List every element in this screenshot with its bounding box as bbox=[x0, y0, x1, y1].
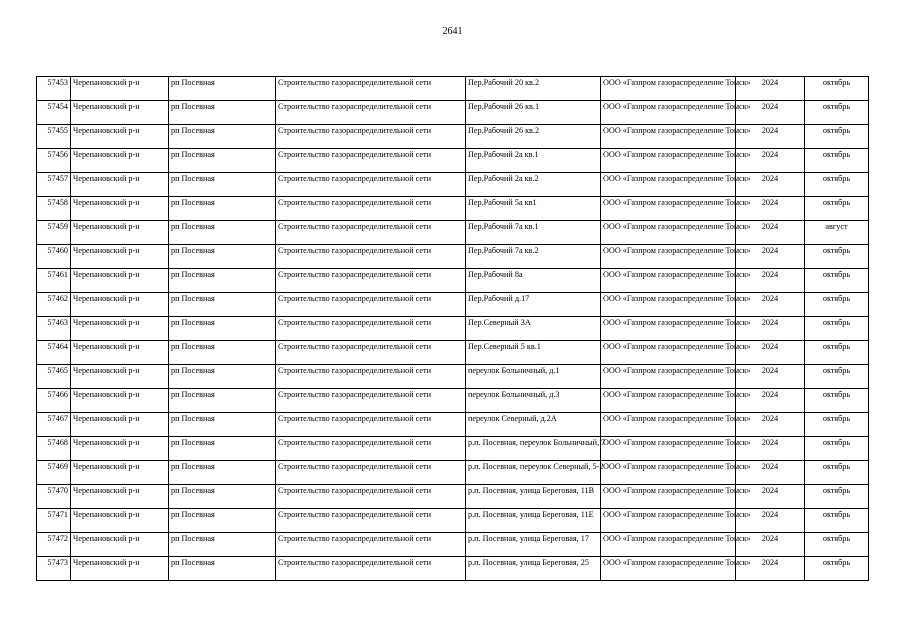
month-cell: октябрь bbox=[805, 461, 869, 485]
district-cell: Черепановский р-н bbox=[71, 389, 169, 413]
settlement-cell: рп Посевная bbox=[169, 77, 276, 101]
month-cell: октябрь bbox=[805, 269, 869, 293]
year-cell: 2024 bbox=[736, 293, 805, 317]
table-row bbox=[37, 317, 869, 341]
table-row bbox=[37, 341, 869, 365]
table-row bbox=[37, 485, 869, 509]
month-cell: октябрь bbox=[805, 101, 869, 125]
district-cell: Черепановский р-н bbox=[71, 317, 169, 341]
row-number-cell: 57457 bbox=[37, 173, 71, 197]
work-type-cell: Строительство газораспределительной сети bbox=[276, 389, 466, 413]
address-cell: переулок Больничный, д.1 bbox=[466, 365, 601, 389]
settlement-cell: рп Посевная bbox=[169, 293, 276, 317]
work-type-cell: Строительство газораспределительной сети bbox=[276, 293, 466, 317]
work-type-cell: Строительство газораспределительной сети bbox=[276, 269, 466, 293]
month-cell: октябрь bbox=[805, 149, 869, 173]
organization-cell: ООО «Газпром газораспределение Томск» bbox=[601, 437, 736, 461]
address-cell: р.п. Посевная, улица Береговая, 25 bbox=[466, 557, 601, 581]
address-cell: Пер.Рабочий 8а bbox=[466, 269, 601, 293]
settlement-cell: рп Посевная bbox=[169, 245, 276, 269]
table-row bbox=[37, 533, 869, 557]
organization-cell: ООО «Газпром газораспределение Томск» bbox=[601, 461, 736, 485]
year-cell: 2024 bbox=[736, 101, 805, 125]
gasification-table bbox=[36, 76, 869, 581]
district-cell: Черепановский р-н bbox=[71, 125, 169, 149]
organization-cell: ООО «Газпром газораспределение Томск» bbox=[601, 101, 736, 125]
table-row bbox=[37, 101, 869, 125]
table-row bbox=[37, 77, 869, 101]
year-cell: 2024 bbox=[736, 461, 805, 485]
organization-cell: ООО «Газпром газораспределение Томск» bbox=[601, 149, 736, 173]
organization-cell: ООО «Газпром газораспределение Томск» bbox=[601, 533, 736, 557]
district-cell: Черепановский р-н bbox=[71, 533, 169, 557]
year-cell: 2024 bbox=[736, 413, 805, 437]
settlement-cell: рп Посевная bbox=[169, 461, 276, 485]
month-cell: октябрь bbox=[805, 485, 869, 509]
work-type-cell: Строительство газораспределительной сети bbox=[276, 509, 466, 533]
month-cell: октябрь bbox=[805, 77, 869, 101]
settlement-cell: рп Посевная bbox=[169, 437, 276, 461]
table-row bbox=[37, 509, 869, 533]
address-cell: р.п. Посевная, улица Береговая, 11В bbox=[466, 485, 601, 509]
address-cell: Пер.Рабочий 5а кв1 bbox=[466, 197, 601, 221]
district-cell: Черепановский р-н bbox=[71, 101, 169, 125]
work-type-cell: Строительство газораспределительной сети bbox=[276, 437, 466, 461]
district-cell: Черепановский р-н bbox=[71, 245, 169, 269]
table-row bbox=[37, 293, 869, 317]
settlement-cell: рп Посевная bbox=[169, 365, 276, 389]
year-cell: 2024 bbox=[736, 269, 805, 293]
table-row bbox=[37, 389, 869, 413]
year-cell: 2024 bbox=[736, 197, 805, 221]
month-cell: октябрь bbox=[805, 293, 869, 317]
row-number-cell: 57468 bbox=[37, 437, 71, 461]
table-row bbox=[37, 413, 869, 437]
year-cell: 2024 bbox=[736, 341, 805, 365]
row-number-cell: 57460 bbox=[37, 245, 71, 269]
organization-cell: ООО «Газпром газораспределение Томск» bbox=[601, 389, 736, 413]
district-cell: Черепановский р-н bbox=[71, 221, 169, 245]
table-row bbox=[37, 365, 869, 389]
settlement-cell: рп Посевная bbox=[169, 557, 276, 581]
district-cell: Черепановский р-н bbox=[71, 365, 169, 389]
organization-cell: ООО «Газпром газораспределение Томск» bbox=[601, 245, 736, 269]
table-body bbox=[37, 77, 869, 581]
address-cell: Пер.Рабочий д.17 bbox=[466, 293, 601, 317]
month-cell: октябрь bbox=[805, 245, 869, 269]
year-cell: 2024 bbox=[736, 389, 805, 413]
work-type-cell: Строительство газораспределительной сети bbox=[276, 197, 466, 221]
settlement-cell: рп Посевная bbox=[169, 509, 276, 533]
work-type-cell: Строительство газораспределительной сети bbox=[276, 125, 466, 149]
settlement-cell: рп Посевная bbox=[169, 269, 276, 293]
settlement-cell: рп Посевная bbox=[169, 389, 276, 413]
year-cell: 2024 bbox=[736, 221, 805, 245]
row-number-cell: 57458 bbox=[37, 197, 71, 221]
address-cell: Пер.Рабочий 2а кв.2 bbox=[466, 173, 601, 197]
settlement-cell: рп Посевная bbox=[169, 485, 276, 509]
row-number-cell: 57473 bbox=[37, 557, 71, 581]
month-cell: август bbox=[805, 221, 869, 245]
settlement-cell: рп Посевная bbox=[169, 101, 276, 125]
row-number-cell: 57466 bbox=[37, 389, 71, 413]
organization-cell: ООО «Газпром газораспределение Томск» bbox=[601, 221, 736, 245]
table-row bbox=[37, 197, 869, 221]
work-type-cell: Строительство газораспределительной сети bbox=[276, 245, 466, 269]
row-number-cell: 57470 bbox=[37, 485, 71, 509]
row-number-cell: 57455 bbox=[37, 125, 71, 149]
district-cell: Черепановский р-н bbox=[71, 197, 169, 221]
work-type-cell: Строительство газораспределительной сети bbox=[276, 557, 466, 581]
address-cell: р.п. Посевная, улица Береговая, 11Е bbox=[466, 509, 601, 533]
district-cell: Черепановский р-н bbox=[71, 341, 169, 365]
row-number-cell: 57469 bbox=[37, 461, 71, 485]
district-cell: Черепановский р-н bbox=[71, 509, 169, 533]
row-number-cell: 57453 bbox=[37, 77, 71, 101]
settlement-cell: рп Посевная bbox=[169, 317, 276, 341]
year-cell: 2024 bbox=[736, 77, 805, 101]
row-number-cell: 57456 bbox=[37, 149, 71, 173]
year-cell: 2024 bbox=[736, 125, 805, 149]
row-number-cell: 57472 bbox=[37, 533, 71, 557]
organization-cell: ООО «Газпром газораспределение Томск» bbox=[601, 77, 736, 101]
settlement-cell: рп Посевная bbox=[169, 221, 276, 245]
month-cell: октябрь bbox=[805, 197, 869, 221]
organization-cell: ООО «Газпром газораспределение Томск» bbox=[601, 485, 736, 509]
organization-cell: ООО «Газпром газораспределение Томск» bbox=[601, 125, 736, 149]
work-type-cell: Строительство газораспределительной сети bbox=[276, 413, 466, 437]
work-type-cell: Строительство газораспределительной сети bbox=[276, 461, 466, 485]
address-cell: переулок Северный, д.2А bbox=[466, 413, 601, 437]
district-cell: Черепановский р-н bbox=[71, 557, 169, 581]
address-cell: Пер.Северный 3А bbox=[466, 317, 601, 341]
organization-cell: ООО «Газпром газораспределение Томск» bbox=[601, 173, 736, 197]
table-row bbox=[37, 437, 869, 461]
district-cell: Черепановский р-н bbox=[71, 461, 169, 485]
settlement-cell: рп Посевная bbox=[169, 149, 276, 173]
settlement-cell: рп Посевная bbox=[169, 125, 276, 149]
organization-cell: ООО «Газпром газораспределение Томск» bbox=[601, 413, 736, 437]
district-cell: Черепановский р-н bbox=[71, 413, 169, 437]
month-cell: октябрь bbox=[805, 557, 869, 581]
organization-cell: ООО «Газпром газораспределение Томск» bbox=[601, 557, 736, 581]
row-number-cell: 57454 bbox=[37, 101, 71, 125]
month-cell: октябрь bbox=[805, 173, 869, 197]
month-cell: октябрь bbox=[805, 533, 869, 557]
organization-cell: ООО «Газпром газораспределение Томск» bbox=[601, 293, 736, 317]
address-cell: р.п. Посевная, переулок Больничный, 7 bbox=[466, 437, 601, 461]
organization-cell: ООО «Газпром газораспределение Томск» bbox=[601, 269, 736, 293]
year-cell: 2024 bbox=[736, 509, 805, 533]
year-cell: 2024 bbox=[736, 365, 805, 389]
district-cell: Черепановский р-н bbox=[71, 485, 169, 509]
row-number-cell: 57462 bbox=[37, 293, 71, 317]
organization-cell: ООО «Газпром газораспределение Томск» bbox=[601, 365, 736, 389]
year-cell: 2024 bbox=[736, 437, 805, 461]
row-number-cell: 57459 bbox=[37, 221, 71, 245]
organization-cell: ООО «Газпром газораспределение Томск» bbox=[601, 197, 736, 221]
table-row bbox=[37, 557, 869, 581]
row-number-cell: 57467 bbox=[37, 413, 71, 437]
organization-cell: ООО «Газпром газораспределение Томск» bbox=[601, 509, 736, 533]
address-cell: Пер.Рабочий 26 кв.1 bbox=[466, 101, 601, 125]
year-cell: 2024 bbox=[736, 533, 805, 557]
address-cell: Пер.Рабочий 20 кв.2 bbox=[466, 77, 601, 101]
row-number-cell: 57465 bbox=[37, 365, 71, 389]
work-type-cell: Строительство газораспределительной сети bbox=[276, 101, 466, 125]
work-type-cell: Строительство газораспределительной сети bbox=[276, 341, 466, 365]
month-cell: октябрь bbox=[805, 317, 869, 341]
work-type-cell: Строительство газораспределительной сети bbox=[276, 149, 466, 173]
address-cell: Пер.Рабочий 7а кв.2 bbox=[466, 245, 601, 269]
district-cell: Черепановский р-н bbox=[71, 293, 169, 317]
address-cell: переулок Больничный, д.3 bbox=[466, 389, 601, 413]
settlement-cell: рп Посевная bbox=[169, 341, 276, 365]
settlement-cell: рп Посевная bbox=[169, 173, 276, 197]
page-number: 2641 bbox=[442, 26, 463, 37]
work-type-cell: Строительство газораспределительной сети bbox=[276, 221, 466, 245]
month-cell: октябрь bbox=[805, 413, 869, 437]
year-cell: 2024 bbox=[736, 173, 805, 197]
work-type-cell: Строительство газораспределительной сети bbox=[276, 533, 466, 557]
month-cell: октябрь bbox=[805, 437, 869, 461]
address-cell: Пер.Рабочий 7а кв.1 bbox=[466, 221, 601, 245]
settlement-cell: рп Посевная bbox=[169, 197, 276, 221]
month-cell: октябрь bbox=[805, 365, 869, 389]
table-row bbox=[37, 125, 869, 149]
organization-cell: ООО «Газпром газораспределение Томск» bbox=[601, 317, 736, 341]
work-type-cell: Строительство газораспределительной сети bbox=[276, 317, 466, 341]
organization-cell: ООО «Газпром газораспределение Томск» bbox=[601, 341, 736, 365]
address-cell: Пер.Рабочий 2а кв.1 bbox=[466, 149, 601, 173]
month-cell: октябрь bbox=[805, 125, 869, 149]
address-cell: Пер.Рабочий 26 кв.2 bbox=[466, 125, 601, 149]
month-cell: октябрь bbox=[805, 509, 869, 533]
address-cell: р.п. Посевная, улица Береговая, 17 bbox=[466, 533, 601, 557]
month-cell: октябрь bbox=[805, 341, 869, 365]
work-type-cell: Строительство газораспределительной сети bbox=[276, 485, 466, 509]
district-cell: Черепановский р-н bbox=[71, 77, 169, 101]
year-cell: 2024 bbox=[736, 149, 805, 173]
address-cell: Пер.Северный 5 кв.1 bbox=[466, 341, 601, 365]
address-cell: р.п. Посевная, переулок Северный, 5-2 bbox=[466, 461, 601, 485]
district-cell: Черепановский р-н bbox=[71, 269, 169, 293]
district-cell: Черепановский р-н bbox=[71, 149, 169, 173]
month-cell: октябрь bbox=[805, 389, 869, 413]
work-type-cell: Строительство газораспределительной сети bbox=[276, 173, 466, 197]
year-cell: 2024 bbox=[736, 245, 805, 269]
table-row bbox=[37, 149, 869, 173]
district-cell: Черепановский р-н bbox=[71, 173, 169, 197]
row-number-cell: 57461 bbox=[37, 269, 71, 293]
year-cell: 2024 bbox=[736, 557, 805, 581]
year-cell: 2024 bbox=[736, 317, 805, 341]
table-row bbox=[37, 173, 869, 197]
settlement-cell: рп Посевная bbox=[169, 413, 276, 437]
district-cell: Черепановский р-н bbox=[71, 437, 169, 461]
work-type-cell: Строительство газораспределительной сети bbox=[276, 365, 466, 389]
settlement-cell: рп Посевная bbox=[169, 533, 276, 557]
year-cell: 2024 bbox=[736, 485, 805, 509]
table-row bbox=[37, 461, 869, 485]
work-type-cell: Строительство газораспределительной сети bbox=[276, 77, 466, 101]
table-row bbox=[37, 269, 869, 293]
row-number-cell: 57463 bbox=[37, 317, 71, 341]
table-row bbox=[37, 245, 869, 269]
table-row bbox=[37, 221, 869, 245]
row-number-cell: 57471 bbox=[37, 509, 71, 533]
row-number-cell: 57464 bbox=[37, 341, 71, 365]
